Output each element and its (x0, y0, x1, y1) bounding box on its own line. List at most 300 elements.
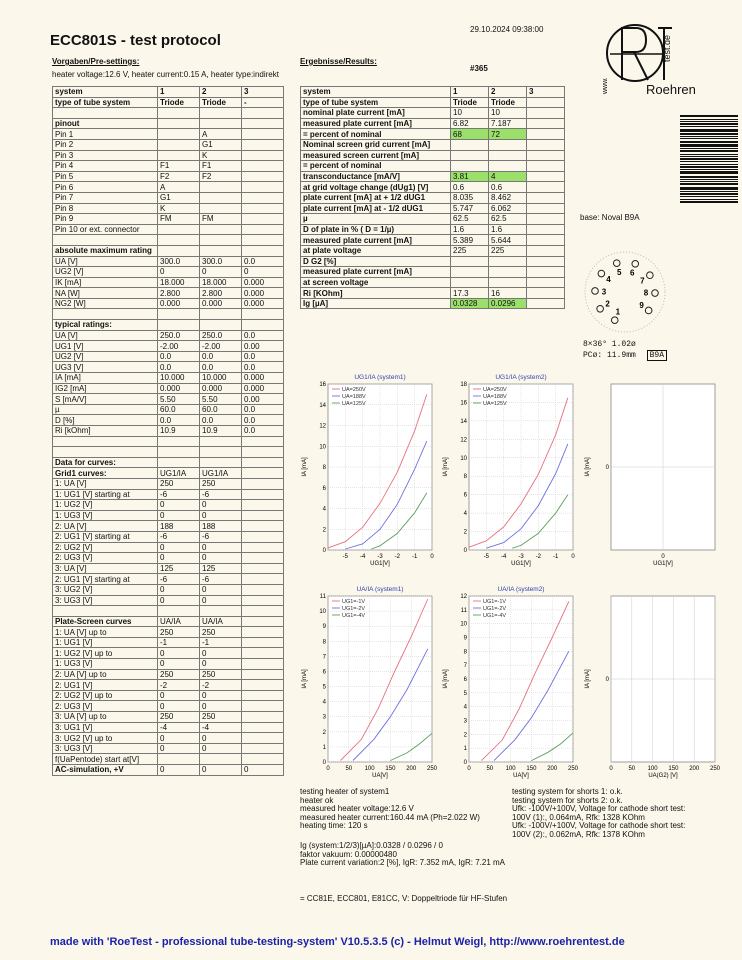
y-tick-label: 4 (322, 699, 326, 706)
footer: made with 'RoeTest - professional tube-testing-system' V10.5.3.5 (c) - Helmut Weigl, http://www.roehrentest.de (50, 936, 625, 948)
row-label: 1: UG2 [V] (53, 500, 158, 511)
row-label: UG2 [V] (53, 351, 158, 362)
legend-label: UA=250V (483, 387, 507, 393)
base-label: base: Noval B9A (580, 213, 640, 222)
base-caption-1: 8×36° 1.02ø (583, 340, 636, 349)
row-label: UA [V] (53, 330, 158, 341)
cell-value: -6 (200, 531, 242, 542)
chart-title: UA/IA (system2) (497, 586, 545, 593)
cell-value (200, 309, 242, 320)
row-label: 3: UG3 [V] (53, 743, 158, 754)
table-row (53, 309, 284, 320)
pin-dot (632, 261, 639, 268)
cell-value: 0.0 (242, 351, 284, 362)
cell-value: 0.000 (242, 383, 284, 394)
cell-value: FM (200, 214, 242, 225)
cell-value (242, 235, 284, 246)
row-label: Ri [kOhm] (53, 426, 158, 437)
row-label: Pin 10 or ext. connector (53, 224, 158, 235)
cell-value: 5.50 (200, 394, 242, 405)
cell-value (242, 203, 284, 214)
cell-value (527, 118, 565, 129)
pin-diagram (580, 248, 670, 343)
pin-dot (652, 290, 659, 297)
row-label: transconductance [mA/V] (301, 171, 451, 182)
cell-value (527, 203, 565, 214)
table-row (53, 256, 284, 267)
cell-value (527, 288, 565, 299)
table-row (53, 606, 284, 617)
table-row (53, 214, 284, 225)
cell-value: 0.0 (158, 351, 200, 362)
cell-value (242, 627, 284, 638)
pin-dot (598, 270, 605, 277)
cell-value (200, 245, 242, 256)
row-label: 2: UA [V] up to (53, 669, 158, 680)
cell-value (158, 320, 200, 331)
table-row (301, 235, 565, 246)
cell-value (158, 118, 200, 129)
table-row (53, 182, 284, 193)
cell-value: 0 (200, 542, 242, 553)
row-label: UG3 [V] (53, 362, 158, 373)
x-tick-label: 150 (526, 766, 537, 772)
cell-value (158, 436, 200, 447)
table-row (53, 341, 284, 352)
legend-label: UG1=-1V (483, 599, 507, 605)
y-tick-label: 8 (463, 474, 467, 481)
y-tick-label: 0 (322, 760, 326, 766)
logo-www-text: www. (602, 77, 609, 94)
table-row (53, 415, 284, 426)
cell-value: 2.800 (200, 288, 242, 299)
cell-value: 3 (527, 87, 565, 98)
row-label: plate current [mA] at - 1/2 dUG1 (301, 203, 451, 214)
table-row (53, 595, 284, 606)
row-label: 2: UG1 [V] (53, 680, 158, 691)
cell-value (200, 118, 242, 129)
row-label (53, 235, 158, 246)
table-row (301, 139, 565, 150)
cell-value: 3.81 (451, 171, 489, 182)
row-label: Data for curves: (53, 457, 158, 468)
cell-value (242, 531, 284, 542)
row-label: 2: UG2 [V] (53, 542, 158, 553)
cell-value: 0.000 (242, 277, 284, 288)
table-row (53, 447, 284, 458)
row-label: IK [mA] (53, 277, 158, 288)
cell-value: Triode (489, 97, 527, 108)
table-row (53, 680, 284, 691)
x-tick-label: -3 (518, 554, 524, 560)
cell-value (242, 553, 284, 564)
cell-value: 0.0 (242, 426, 284, 437)
row-label: 1: UG2 [V] up to (53, 648, 158, 659)
cell-value: 5.50 (158, 394, 200, 405)
cell-value: Triode (200, 97, 242, 108)
cell-value (158, 108, 200, 119)
cell-value: 1 (158, 87, 200, 98)
row-label: Pin 1 (53, 129, 158, 140)
row-label: 1: UG1 [V] starting at (53, 489, 158, 500)
table-row (301, 298, 565, 309)
table-row (53, 712, 284, 723)
y-tick-label: 10 (460, 621, 467, 628)
cell-value: Triode (158, 97, 200, 108)
presettings-table-wrap (52, 86, 284, 776)
x-tick-label: 250 (567, 766, 579, 772)
x-tick-label: -1 (552, 554, 559, 560)
cell-value (527, 267, 565, 278)
table-row (301, 192, 565, 203)
cell-value (242, 192, 284, 203)
chart-3 (581, 368, 721, 576)
table-row (53, 457, 284, 468)
cell-value (242, 754, 284, 765)
table-row (53, 436, 284, 447)
cell-value: 10.9 (200, 426, 242, 437)
y-tick-label: 2 (322, 527, 326, 534)
cell-value: 250 (200, 712, 242, 723)
heater-notes: testing heater of system1 heater ok measured heater voltage:12.6 V measured heater current:160.44 mA (Ph=2.022 W) heating time: 120 s (300, 787, 480, 830)
y-tick-label: 0 (322, 548, 326, 554)
x-tick-label: 0 (571, 554, 575, 560)
cell-value (242, 521, 284, 532)
cell-value: 4 (489, 171, 527, 182)
cell-value (527, 277, 565, 288)
cell-value: 0 (158, 733, 200, 744)
cell-value: K (200, 150, 242, 161)
cell-value (489, 150, 527, 161)
table-row (301, 245, 565, 256)
cell-value (242, 224, 284, 235)
cell-value: 1.6 (451, 224, 489, 235)
table-row (301, 214, 565, 225)
cell-value: 62.5 (451, 214, 489, 225)
row-label: UG1 [V] (53, 341, 158, 352)
cell-value: 10.9 (158, 426, 200, 437)
table-row (53, 426, 284, 437)
table-row (53, 659, 284, 670)
x-axis-label: UA[V] (513, 773, 529, 779)
row-label: µ (53, 404, 158, 415)
cell-value (200, 436, 242, 447)
cell-value: 10.000 (200, 373, 242, 384)
table-row (53, 373, 284, 384)
x-tick-label: 200 (406, 766, 417, 772)
row-label: Plate-Screen curves (53, 616, 158, 627)
table-row (53, 351, 284, 362)
table-row (53, 320, 284, 331)
table-row (53, 97, 284, 108)
row-label (53, 606, 158, 617)
row-label: D of plate in % ( D = 1/µ) (301, 224, 451, 235)
cell-value (527, 108, 565, 119)
table-row (53, 394, 284, 405)
cell-value: 0.0 (158, 362, 200, 373)
roehrentest-logo (600, 18, 696, 98)
table-row (53, 765, 284, 776)
cell-value (200, 320, 242, 331)
cell-value: 0.000 (242, 288, 284, 299)
y-tick-label: 18 (460, 382, 467, 388)
row-label: 1: UG1 [V] (53, 637, 158, 648)
cell-value (527, 192, 565, 203)
table-row (53, 203, 284, 214)
y-tick-label: 14 (319, 402, 326, 409)
cell-value: 0.000 (200, 298, 242, 309)
row-label: NA [W] (53, 288, 158, 299)
cell-value: 0 (200, 765, 242, 776)
row-label: Pin 7 (53, 192, 158, 203)
table-row (53, 267, 284, 278)
cell-value: 60.0 (200, 404, 242, 415)
cell-value (158, 139, 200, 150)
cell-value: 0.00 (242, 394, 284, 405)
cell-value: 62.5 (489, 214, 527, 225)
cell-value (158, 245, 200, 256)
plot-area (328, 596, 432, 762)
chart-2 (439, 368, 579, 576)
cell-value: 250 (200, 669, 242, 680)
cell-value (200, 108, 242, 119)
cell-value: 0 (200, 648, 242, 659)
cell-value (200, 235, 242, 246)
cell-value: 250 (158, 712, 200, 723)
chart-4 (298, 580, 438, 788)
cell-value (527, 161, 565, 172)
cell-value: 68 (451, 129, 489, 140)
table-row (301, 118, 565, 129)
table-row (301, 224, 565, 235)
y-tick-label: 3 (463, 718, 467, 725)
cell-value: -6 (158, 574, 200, 585)
x-tick-label: 150 (385, 766, 396, 772)
cell-value: UA/IA (158, 616, 200, 627)
row-label: Grid1 curves: (53, 468, 158, 479)
cell-value (242, 669, 284, 680)
x-tick-label: -5 (483, 554, 490, 560)
cell-value: 1.6 (489, 224, 527, 235)
table-row (53, 489, 284, 500)
cell-value: 300.0 (158, 256, 200, 267)
row-label (53, 447, 158, 458)
table-row (301, 182, 565, 193)
cell-value: 0.6 (489, 182, 527, 193)
cell-value: 7.187 (489, 118, 527, 129)
row-label: 2: UA [V] (53, 521, 158, 532)
row-label: S [mA/V] (53, 394, 158, 405)
table-row (53, 542, 284, 553)
table-row (53, 690, 284, 701)
x-tick-label: 250 (709, 766, 721, 772)
cell-value: 0.0 (158, 415, 200, 426)
cell-value (242, 457, 284, 468)
cell-value (451, 139, 489, 150)
row-label: nominal plate current [mA] (301, 108, 451, 119)
x-axis-label: UG1[V] (511, 561, 531, 567)
cell-value: 0 (200, 659, 242, 670)
cell-value (527, 256, 565, 267)
cell-value: 5.747 (451, 203, 489, 214)
x-tick-label: -4 (359, 554, 366, 560)
pin-dot (611, 317, 618, 324)
cell-value (451, 277, 489, 288)
table-row (53, 330, 284, 341)
cell-value (527, 129, 565, 140)
cell-value: F1 (200, 161, 242, 172)
cell-value: A (158, 182, 200, 193)
row-label: Pin 8 (53, 203, 158, 214)
cell-value (242, 510, 284, 521)
x-tick-label: 0 (326, 766, 330, 772)
cell-value: 300.0 (200, 256, 242, 267)
cell-value (527, 139, 565, 150)
cell-value (489, 256, 527, 267)
cell-value: 0 (200, 690, 242, 701)
y-tick-label: 7 (322, 654, 326, 661)
row-label: at plate voltage (301, 245, 451, 256)
row-label: = percent of nominal (301, 129, 451, 140)
cell-value: 225 (489, 245, 527, 256)
row-label: Nominal screen grid current [mA] (301, 139, 451, 150)
row-label: f(UaPentode) start at[V] (53, 754, 158, 765)
table-row (53, 288, 284, 299)
y-tick-label: 14 (460, 418, 467, 425)
cell-value: 0 (200, 553, 242, 564)
cell-value: 0.000 (200, 383, 242, 394)
row-label: at grid voltage change (dUg1) [V] (301, 182, 451, 193)
cell-value: UA/IA (200, 616, 242, 627)
row-label: measured plate current [mA] (301, 118, 451, 129)
cell-value: 0 (158, 701, 200, 712)
table-row (53, 161, 284, 172)
pin-number: 2 (605, 299, 610, 309)
table-row (301, 97, 565, 108)
y-tick-label: 10 (460, 455, 467, 462)
table-row (53, 521, 284, 532)
cell-value (242, 574, 284, 585)
cell-value: 0 (158, 500, 200, 511)
page-title: ECC801S - test protocol (50, 32, 221, 49)
cell-value: 0 (200, 584, 242, 595)
cell-value (242, 690, 284, 701)
cell-value: F2 (200, 171, 242, 182)
table-row (53, 563, 284, 574)
base-caption-box: B9A (647, 350, 667, 361)
cell-value: 0.0 (200, 362, 242, 373)
x-tick-label: 50 (345, 766, 353, 772)
table-row (53, 468, 284, 479)
cell-value: 0 (158, 553, 200, 564)
table-row (53, 648, 284, 659)
x-tick-label: 200 (547, 766, 558, 772)
table-row (53, 510, 284, 521)
cell-value (200, 192, 242, 203)
y-tick-label: 0 (463, 548, 467, 554)
row-label: 2: UG1 [V] starting at (53, 531, 158, 542)
cell-value: 0.0 (200, 415, 242, 426)
y-axis-label: IA [mA] (302, 457, 308, 477)
cell-value: FM (158, 214, 200, 225)
cell-value (242, 171, 284, 182)
timestamp: 29.10.2024 09:38:00 (470, 25, 544, 34)
row-label: 3: UG2 [V] up to (53, 733, 158, 744)
x-axis-label: UA[V] (372, 773, 388, 779)
row-label: 3: UG1 [V] (53, 722, 158, 733)
cell-value (242, 680, 284, 691)
cell-value: 0 (200, 267, 242, 278)
y-tick-label: 16 (460, 400, 467, 407)
table-row (53, 531, 284, 542)
cell-value: -1 (200, 637, 242, 648)
table-row (53, 754, 284, 765)
logo-text: Roehren (646, 82, 696, 97)
cell-value: 2 (489, 87, 527, 98)
y-tick-label: 5 (322, 684, 326, 691)
x-tick-label: -4 (500, 554, 507, 560)
cell-value: 0.0 (242, 256, 284, 267)
cell-value (242, 478, 284, 489)
cell-value: 1 (451, 87, 489, 98)
results-table (300, 86, 565, 309)
cell-value: 0 (158, 584, 200, 595)
y-tick-label: 10 (319, 609, 326, 616)
row-label: 2: UG2 [V] up to (53, 690, 158, 701)
table-row (301, 277, 565, 288)
cell-value (242, 320, 284, 331)
cell-value (242, 701, 284, 712)
cell-value (242, 712, 284, 723)
barcode-graphic (680, 115, 738, 203)
x-tick-label: 100 (647, 766, 658, 772)
row-label: type of tube system (301, 97, 451, 108)
legend-label: UA=125V (483, 401, 507, 407)
cell-value: -2 (200, 680, 242, 691)
cell-value (242, 447, 284, 458)
y-tick-label: 4 (463, 704, 467, 711)
base-outline (585, 252, 665, 332)
cell-value: G1 (158, 192, 200, 203)
y-axis-label: IA [mA] (302, 669, 308, 689)
cell-value (158, 235, 200, 246)
y-tick-label: 4 (322, 506, 326, 513)
table-row (53, 192, 284, 203)
cell-value: 8.035 (451, 192, 489, 203)
table-row (53, 139, 284, 150)
cell-value: 6.062 (489, 203, 527, 214)
cell-value (242, 542, 284, 553)
cell-value: - (242, 97, 284, 108)
cell-value: 17.3 (451, 288, 489, 299)
table-row (301, 203, 565, 214)
chart-title: UG1/IA (system2) (495, 374, 547, 381)
row-label: 3: UG2 [V] (53, 584, 158, 595)
x-tick-label: -5 (342, 554, 349, 560)
table-row (53, 277, 284, 288)
cell-value (242, 436, 284, 447)
cell-value: -1 (158, 637, 200, 648)
chart-6 (581, 580, 721, 788)
cell-value (242, 118, 284, 129)
cell-value (242, 245, 284, 256)
cell-value: 250 (158, 669, 200, 680)
x-axis-label: UG1[V] (370, 561, 390, 567)
y-tick-label: 11 (319, 594, 326, 600)
table-row (53, 743, 284, 754)
cell-value (200, 457, 242, 468)
chart-5 (439, 580, 579, 788)
